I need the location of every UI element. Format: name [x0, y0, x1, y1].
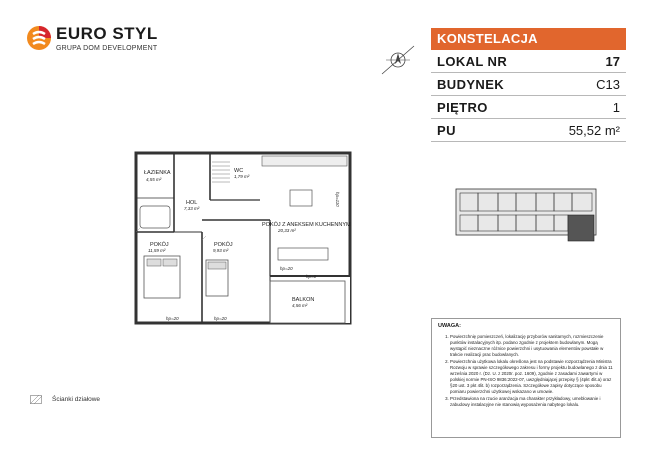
eurostyl-logo-icon	[26, 25, 52, 51]
floor-plan	[130, 150, 360, 330]
note-item: 2. Powierzchnia użytkowa lokalu określona jest na podstawie rozporządzenia Ministra Rozwoju w sprawie szczegółowego zakresu i formy projektu budowlanego z dnia 11 września 2020 r. (Dz. U. z 2020r. poz. 1609), zgodnie z zasadami zawartymi w polskiej normie PN-ISO 9836:2022-07, uwzględniającej przepisy § (4pkt 4lit.a) oraz §20 ust. 3 pkt 4lit. b) rozporządzenia. Szczegółowe zapisy dotyczące sposobu pomiaru powierzchni użytkowej wskazano w umowie.	[450, 359, 614, 395]
legend-label: Ścianki działowe	[52, 396, 101, 403]
info-value: C13	[596, 76, 620, 92]
info-row-lokal	[431, 50, 626, 73]
sill-height-mark: hp=20	[280, 266, 293, 271]
partition-wall-hatch-icon	[30, 395, 42, 404]
room-hol-area: 7,33 m²	[184, 206, 200, 211]
room-living-area: 20,33 m²	[278, 228, 296, 233]
room-pokoj2-name: POKÓJ	[214, 242, 233, 248]
info-row-budynek	[431, 73, 626, 96]
info-key: PIĘTRO	[437, 99, 488, 115]
brand-logo	[26, 22, 158, 54]
info-value: 17	[605, 53, 620, 69]
building-key-plan	[454, 183, 602, 251]
room-balkon-name: BALKON	[292, 297, 315, 303]
room-wc-name: WC	[234, 168, 244, 174]
notes-box	[431, 318, 621, 438]
info-key: PU	[437, 122, 456, 138]
sill-height-mark: hp=20	[166, 316, 179, 321]
room-lazienka-name: ŁAZIENKA	[144, 170, 171, 176]
info-value: 55,52 m²	[568, 122, 620, 138]
room-pokoj2-area: 9,93 m²	[213, 248, 229, 253]
info-key: BUDYNEK	[437, 76, 505, 92]
room-living-name: POKÓJ Z ANEKSEM KUCHENNYM	[262, 222, 351, 228]
info-value: 1	[612, 99, 620, 115]
room-balkon-area: 4,56 m²	[292, 303, 308, 308]
project-title: KONSTELACJA	[431, 28, 626, 50]
unit-info-table	[431, 28, 626, 142]
info-key: LOKAL NR	[437, 53, 508, 69]
brand-name: EURO STYL	[56, 23, 158, 43]
legend	[30, 395, 100, 404]
sill-height-mark: hp=0	[306, 274, 317, 279]
room-wc-area: 1,79 m²	[234, 174, 250, 179]
info-row-pu	[431, 119, 626, 142]
north-compass-icon	[378, 40, 418, 80]
room-lazienka-area: 4,55 m²	[146, 177, 162, 182]
note-item: 3. Przedstawiona na rzucie aranżacja ma charakter przykładowy, umeblowanie i zabudowy instalacyjne nie stanowią wyposażenia nabytego lokalu.	[450, 396, 614, 408]
brand-subtitle: GRUPA DOM DEVELOPMENT	[56, 44, 158, 52]
sill-height-mark: hp=20	[214, 316, 227, 321]
room-hol-name: HOL	[186, 200, 198, 206]
room-pokoj1-name: POKÓJ	[150, 242, 169, 248]
info-row-pietro	[431, 96, 626, 119]
sill-height-mark: hp=110	[335, 192, 340, 207]
highlighted-unit	[568, 215, 594, 241]
note-item: 1. Powierzchnię pomieszczeń, lokalizację przyborów sanitarnych, rozmieszczenie punktów instalacyjnych itp. podano zgodnie z projektem budowlanym. Mogą wystąpić nieznaczne różnice powierzchni i usytuowania elementów powstałe w trakcie realizacji prac budowlanych.	[450, 334, 614, 358]
notes-title: UWAGA:	[438, 323, 461, 329]
notes-list	[438, 334, 614, 408]
room-pokoj1-area: 11,59 m²	[148, 248, 166, 253]
